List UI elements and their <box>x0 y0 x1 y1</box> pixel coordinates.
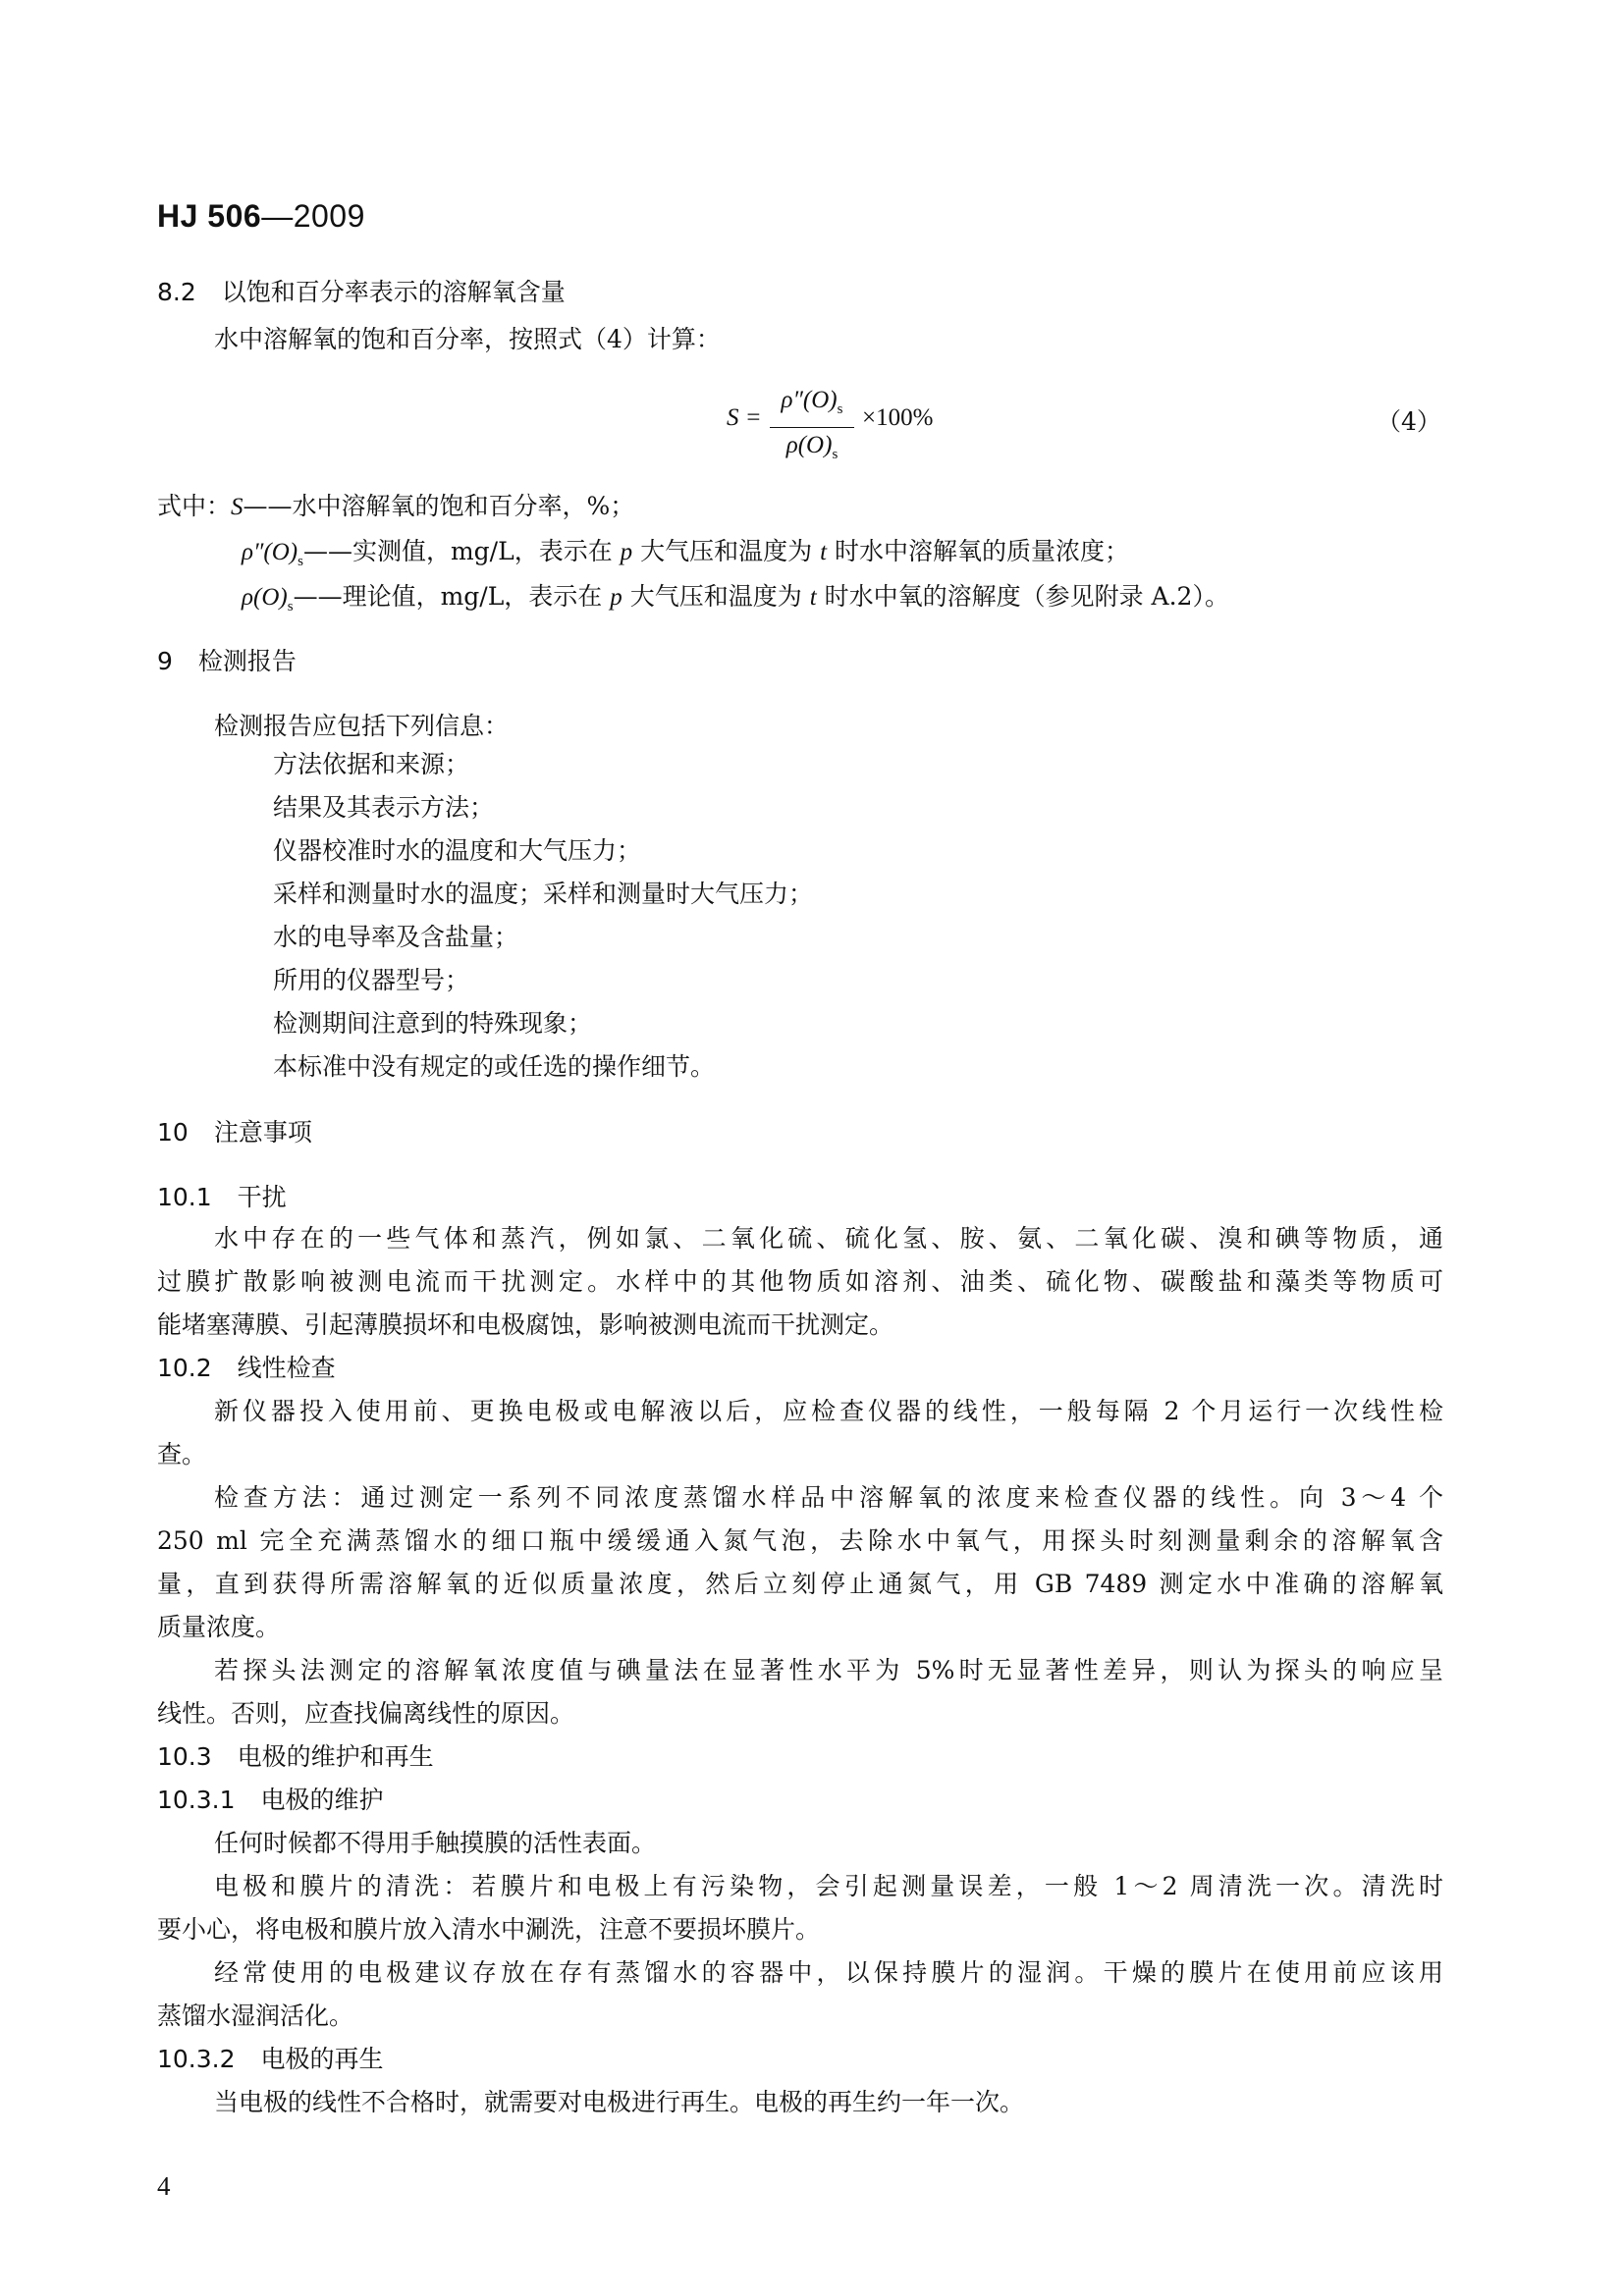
definition-line: $\rho''(O)_s——$实测值，mg/L，表示在 p 大气压和温度为 t 时水中溶解氧的质量浓度； <box>242 537 1130 569</box>
definition-line: 式中：S——水中溶解氧的饱和百分率，%； <box>157 492 635 520</box>
paragraph-line: 若探头法测定的溶解氧浓度值与碘量法在显著性水平为 5%时无显著性差异，则认为探头的响应呈 <box>214 1656 1443 1684</box>
paragraph-line: 任何时候都不得用手触摸膜的活性表面。 <box>214 1829 657 1857</box>
formula-fraction: $\rho''(O)_s$ $\rho(O)_s$ <box>768 383 856 472</box>
list-item: 结果及其表示方法； <box>273 793 495 822</box>
paragraph-line: 经常使用的电极建议存放在存有蒸馏水的容器中，以保持膜片的湿润。干燥的膜片在使用前应该用 <box>214 1958 1443 1987</box>
paragraph-line: 水中存在的一些气体和蒸汽，例如氯、二氧化硫、硫化氢、胺、氨、二氧化碳、溴和碘等物质，通 <box>214 1224 1443 1253</box>
formula-4: S = $\rho''(O)_s$ $\rho(O)_s$ ×100% <box>727 383 982 461</box>
paragraph-line: 量，直到获得所需溶解氧的近似质量浓度，然后立刻停止通氮气，用 GB 7489 测定水中准确的溶解氧 <box>157 1570 1443 1598</box>
paragraph-line: 当电极的线性不合格时，就需要对电极进行再生。电极的再生约一年一次。 <box>214 2088 1025 2116</box>
list-item: 仪器校准时水的温度和大气压力； <box>273 836 642 865</box>
section-heading-10-3: 10.3 电极的维护和再生 <box>157 1742 434 1771</box>
section-heading-10-1: 10.1 干扰 <box>157 1183 287 1211</box>
list-item: 采样和测量时水的温度；采样和测量时大气压力； <box>273 880 814 908</box>
list-item: 方法依据和来源； <box>273 750 470 778</box>
section-heading-10-3-1: 10.3.1 电极的维护 <box>157 1786 384 1814</box>
section-heading-10-3-2: 10.3.2 电极的再生 <box>157 2045 384 2073</box>
paragraph-line: 检查方法：通过测定一系列不同浓度蒸馏水样品中溶解氧的浓度来检查仪器的线性。向 3～4 个 <box>214 1483 1443 1512</box>
section-heading-10-2: 10.2 线性检查 <box>157 1354 336 1382</box>
document-code <box>157 198 365 235</box>
doc-code-year: 2009 <box>293 198 365 234</box>
section-heading-8-2: 8.2 以饱和百分率表示的溶解氧含量 <box>157 278 566 306</box>
list-item: 所用的仪器型号； <box>273 966 470 994</box>
paragraph: 检测报告应包括下列信息： <box>214 712 510 740</box>
section-heading-9: 9 检测报告 <box>157 647 297 675</box>
paragraph-line: 线性。否则，应查找偏离线性的原因。 <box>157 1699 575 1728</box>
paragraph-line: 过膜扩散影响被测电流而干扰测定。水样中的其他物质如溶剂、油类、硫化物、碳酸盐和藻类等物质可 <box>157 1267 1443 1296</box>
list-item: 水的电导率及含盐量； <box>273 923 519 951</box>
list-item: 本标准中没有规定的或任选的操作细节。 <box>273 1052 716 1081</box>
paragraph-line: 电极和膜片的清洗：若膜片和电极上有污染物，会引起测量误差，一般 1～2 周清洗一次。清洗时 <box>214 1872 1443 1900</box>
definition-line: $\rho(O)_s——$理论值，mg/L，表示在 p 大气压和温度为 t 时水中氧的溶解度（参见附录 A.2）。 <box>242 582 1229 614</box>
paragraph-line: 250 ml 完全充满蒸馏水的细口瓶中缓缓通入氮气泡，去除水中氧气，用探头时刻测量剩余的溶解氧含 <box>157 1526 1443 1555</box>
page-number: 4 <box>157 2171 171 2201</box>
list-item: 检测期间注意到的特殊现象； <box>273 1009 593 1038</box>
doc-code-separator: — <box>261 198 294 234</box>
paragraph-line: 查。 <box>157 1440 207 1468</box>
doc-code-prefix: HJ 506 <box>157 198 262 234</box>
paragraph-line: 新仪器投入使用前、更换电极或电解液以后，应检查仪器的线性，一般每隔 2 个月运行一次线性检 <box>214 1397 1443 1425</box>
equation-number: （4） <box>1377 407 1441 436</box>
paragraph-line: 要小心，将电极和膜片放入清水中涮洗，注意不要损坏膜片。 <box>157 1915 821 1944</box>
section-heading-10: 10 注意事项 <box>157 1118 312 1147</box>
paragraph: 水中溶解氧的饱和百分率，按照式（4）计算： <box>214 325 721 353</box>
paragraph-line: 蒸馏水湿润活化。 <box>157 2002 354 2030</box>
paragraph-line: 质量浓度。 <box>157 1613 281 1641</box>
paragraph-line: 能堵塞薄膜、引起薄膜损坏和电极腐蚀，影响被测电流而干扰测定。 <box>157 1310 894 1339</box>
